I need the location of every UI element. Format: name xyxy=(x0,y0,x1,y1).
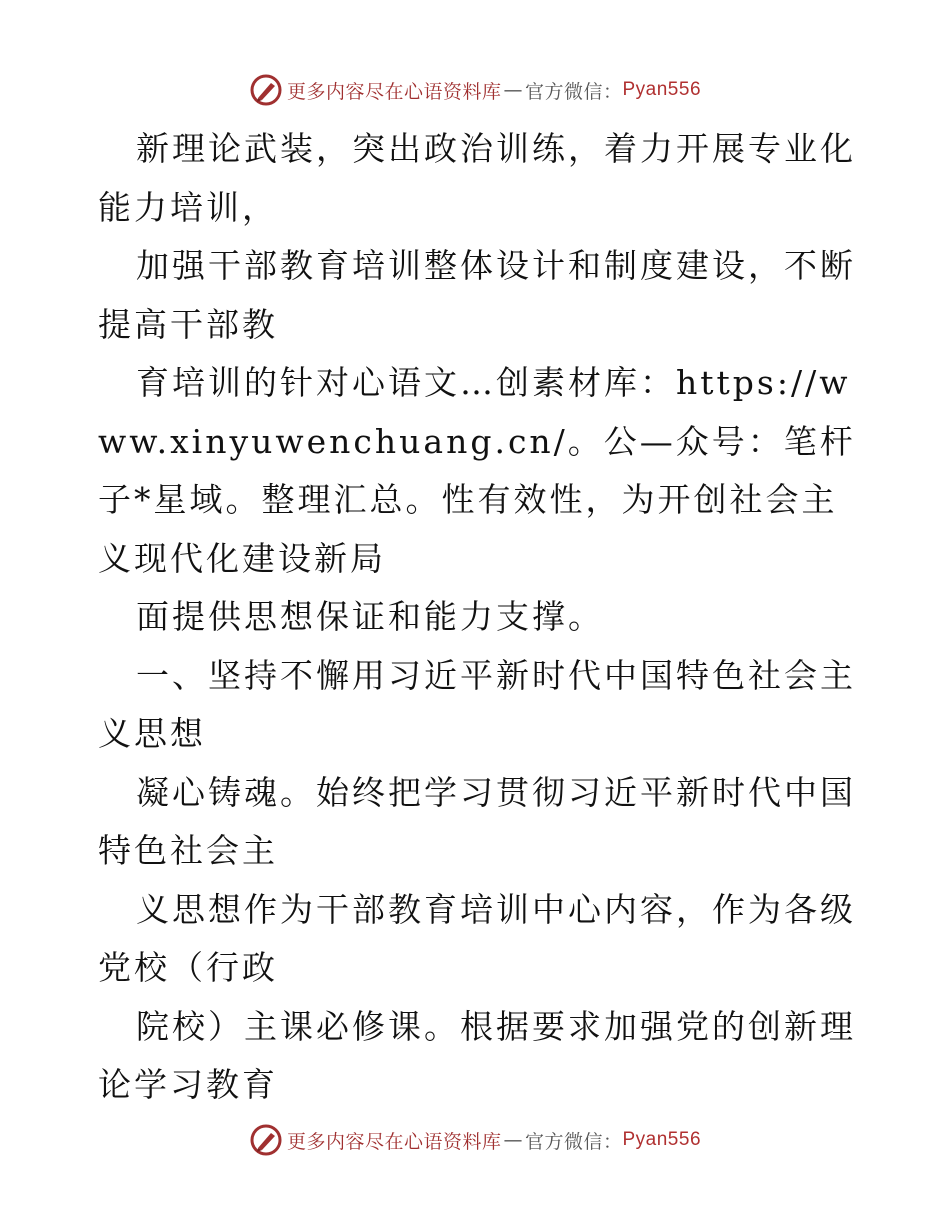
paragraph-8: 院校）主课必修课。根据要求加强党的创新理论学习教育 xyxy=(98,1006,856,1104)
paragraph-7: 义思想作为干部教育培训中心内容，作为各级党校（行政 xyxy=(98,889,856,987)
watermark-wechat-id: Pyan556 xyxy=(622,79,702,100)
watermark-sub-text: 官方微信： xyxy=(524,80,623,103)
watermark-brand-text: 更多内容尽在心语资料库 xyxy=(286,1130,502,1153)
paragraph-5-section-heading: 一、坚持不懈用习近平新时代中国特色社会主义思想 xyxy=(98,655,856,753)
watermark-sub-text: 官方微信： xyxy=(524,1130,623,1153)
document-body xyxy=(98,120,858,1115)
paragraph-1: 新理论武装，突出政治训练，着力开展专业化能力培训， xyxy=(98,129,856,227)
paragraph-3: 育培训的针对心语文…创素材库：https://www.xinyuwenchuang.cn/。公—众号：笔杆子*星域。整理汇总。性有效性，为开创社会主义现代化建设新局 xyxy=(98,363,856,578)
paragraph-2: 加强干部教育培训整体设计和制度建设，不断提高干部教 xyxy=(98,246,856,344)
watermark-wechat-id: Pyan556 xyxy=(622,1129,702,1150)
writing-hand-logo-icon xyxy=(249,73,283,107)
watermark-separator: — xyxy=(503,1129,523,1151)
paragraph-6: 凝心铸魂。始终把学习贯彻习近平新时代中国特色社会主 xyxy=(98,772,856,870)
watermark-separator: — xyxy=(503,79,523,101)
watermark-brand-text: 更多内容尽在心语资料库 xyxy=(286,80,502,103)
header-watermark xyxy=(0,70,950,110)
footer-watermark xyxy=(0,1120,950,1160)
paragraph-4: 面提供思想保证和能力支撑。 xyxy=(136,597,604,636)
writing-hand-logo-icon xyxy=(249,1123,283,1157)
